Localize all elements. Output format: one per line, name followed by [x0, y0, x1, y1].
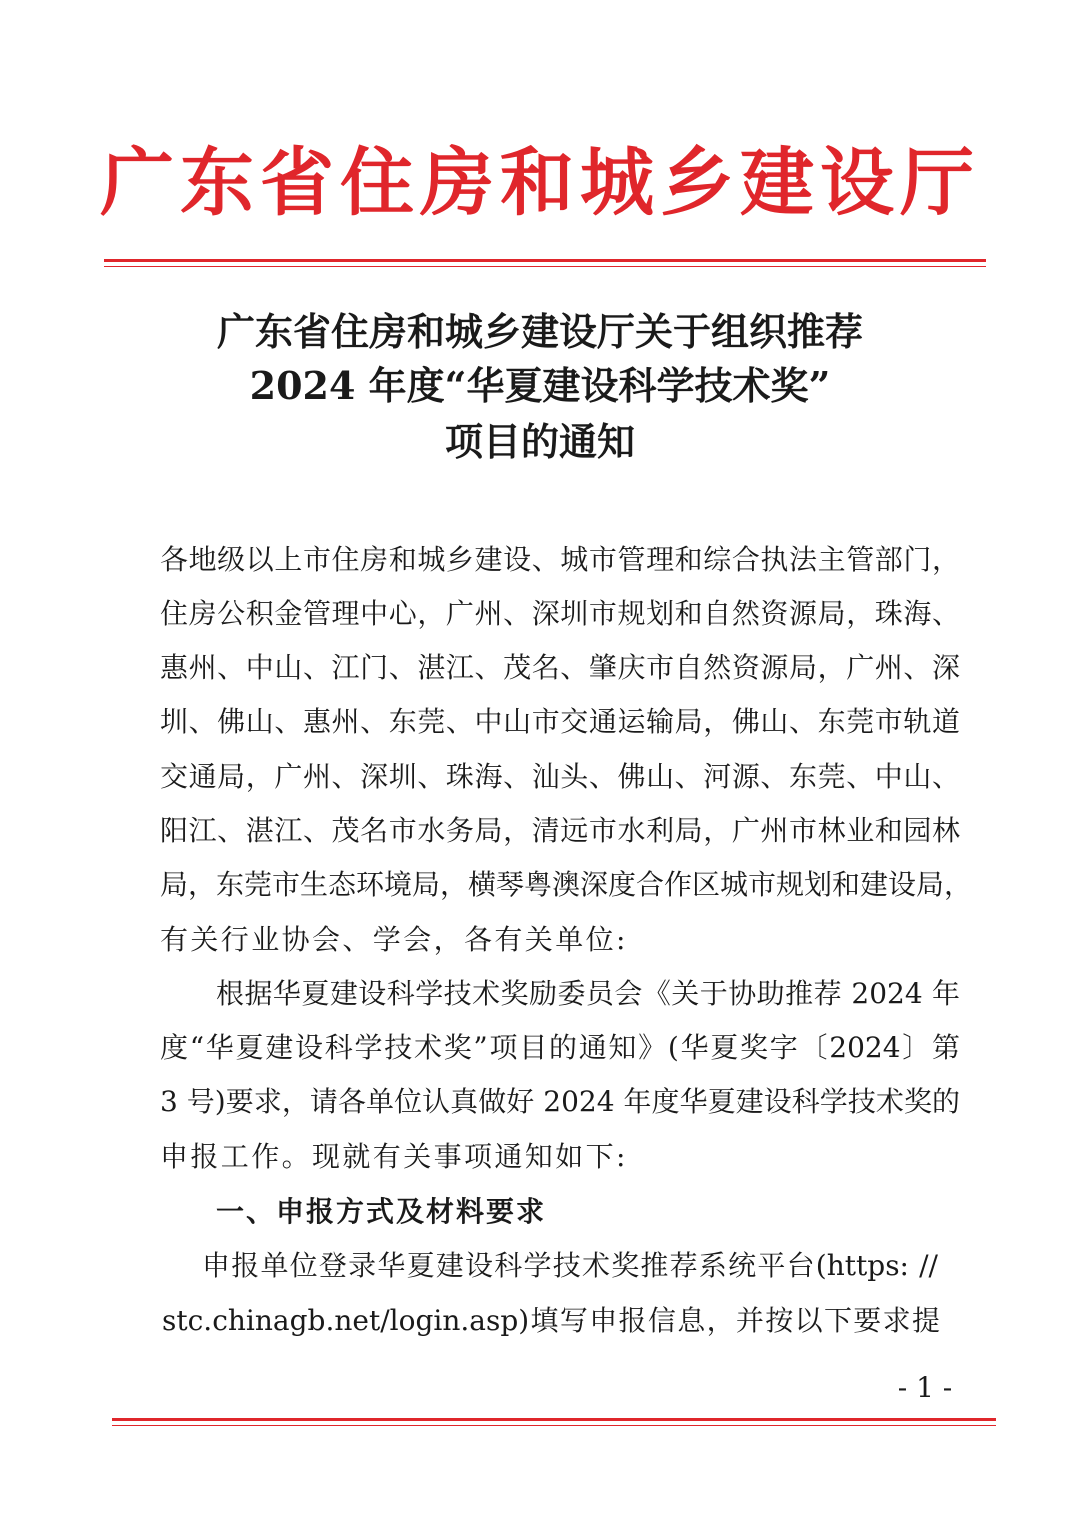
header-red-rule [104, 259, 986, 262]
issuing-authority-header: 广东省住房和城乡建设厅 [100, 140, 980, 226]
notice-title-line-3: 项目的通知 [444, 419, 635, 464]
body-paragraph-line: 度“华夏建设科学技术奖”项目的通知》(华夏奖字〔2024〕第 [160, 1031, 960, 1064]
addressee-line: 局，东莞市生态环境局，横琴粤澳深度合作区城市规划和建设局， [160, 868, 973, 901]
footer-red-rule-thin [112, 1425, 996, 1426]
addressee-line: 各地级以上市住房和城乡建设、城市管理和综合执法主管部门， [160, 543, 960, 576]
addressee-line: 交通局，广州、深圳、珠海、汕头、佛山、河源、东莞、中山、 [160, 760, 960, 793]
addressee-line: 住房公积金管理中心，广州、深圳市规划和自然资源局，珠海、 [160, 597, 960, 630]
header-red-rule-thin [104, 266, 986, 267]
body-paragraph-line: 根据华夏建设科学技术奖励委员会《关于协助推荐 2024 年 [216, 977, 960, 1010]
addressee-line: 有关行业协会、学会，各有关单位: [160, 923, 628, 956]
footer-red-rule [112, 1418, 996, 1421]
section-heading: 一、申报方式及材料要求 [216, 1195, 547, 1228]
page-number: - 1 - [897, 1371, 953, 1404]
addressee-line: 惠州、中山、江门、湛江、茂名、肇庆市自然资源局，广州、深 [160, 651, 960, 684]
addressee-line: 阳江、湛江、茂名市水务局，清远市水利局，广州市林业和园林 [160, 814, 960, 847]
body-paragraph-line: stc.chinagb.net/login.asp)填写申报信息，并按以下要求提 [162, 1304, 940, 1337]
body-paragraph-line: 3 号)要求，请各单位认真做好 2024 年度华夏建设科学技术奖的 [160, 1085, 960, 1118]
body-paragraph-line: 申报工作。现就有关事项通知如下: [160, 1140, 628, 1173]
notice-title-line-1: 广东省住房和城乡建设厅关于组织推荐 [216, 309, 863, 354]
addressee-line: 圳、佛山、惠州、东莞、中山市交通运输局，佛山、东莞市轨道 [160, 705, 960, 738]
notice-title-line-2: 2024 年度“华夏建设科学技术奖” [249, 363, 831, 408]
body-paragraph-line: 申报单位登录华夏建设科学技术奖推荐系统平台(https: // [202, 1249, 938, 1282]
